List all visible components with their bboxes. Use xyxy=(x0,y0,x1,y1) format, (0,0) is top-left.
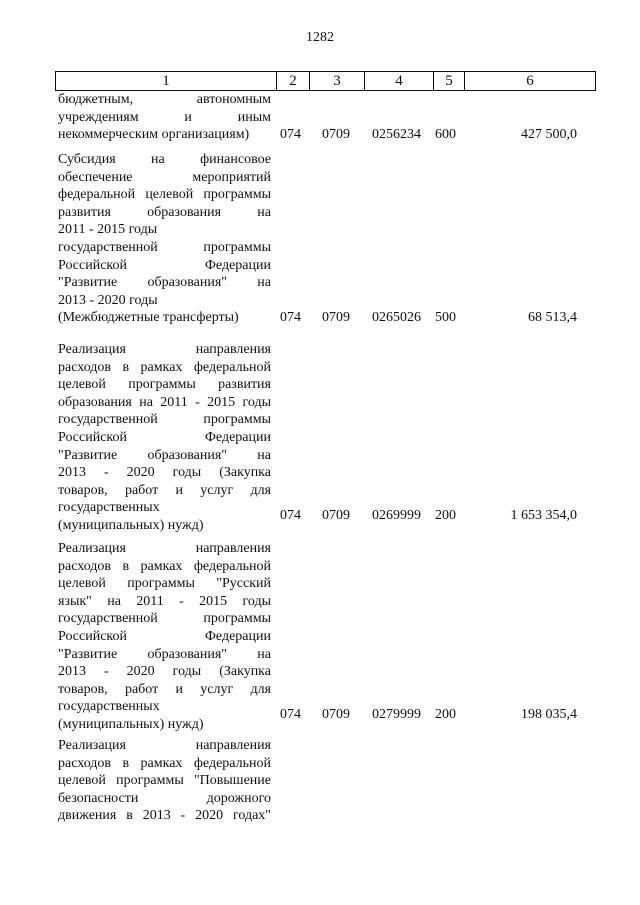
description-line: государственной программы xyxy=(58,412,271,428)
header-col-6: 6 xyxy=(464,72,595,90)
row-description xyxy=(58,737,271,825)
description-line: 2013 - 2020 годы (Закупка xyxy=(58,465,271,481)
description-line: язык" на 2011 - 2015 годы xyxy=(58,593,271,609)
description-line: товаров, работ и услуг для xyxy=(58,482,271,498)
description-line: федеральной целевой программы xyxy=(58,187,271,203)
description-line: "Развитие образования" на xyxy=(58,275,271,291)
row-description xyxy=(58,91,271,144)
expense-type-code: 500 xyxy=(435,310,456,325)
page-number: 1282 xyxy=(306,30,334,45)
description-line: некоммерческим организациям) xyxy=(58,127,250,143)
description-line: Российской Федерации xyxy=(58,429,271,445)
description-line: обеспечение мероприятий xyxy=(58,169,271,185)
description-line: (Межбюджетные трансферты) xyxy=(58,310,239,326)
description-line: 2013 - 2020 годы (Закупка xyxy=(58,664,271,680)
description-line: Реализация направления xyxy=(58,738,271,753)
description-line: государственных xyxy=(58,500,160,516)
header-col-3: 3 xyxy=(309,72,364,90)
article-code: 0256234 xyxy=(372,127,421,142)
description-line: Российской Федерации xyxy=(58,628,271,644)
amount-value: 198 035,4 xyxy=(521,707,577,722)
description-line: бюджетным, автономным xyxy=(58,92,271,107)
article-code: 0265026 xyxy=(372,310,421,325)
description-line: расходов в рамках федеральной xyxy=(58,755,271,771)
description-line: целевой программы развития xyxy=(58,377,271,393)
description-line: 2011 - 2015 годы xyxy=(58,222,158,238)
row-description xyxy=(58,341,271,535)
article-code: 0269999 xyxy=(372,508,421,523)
description-line: целевой программы "Русский xyxy=(58,576,271,592)
description-line: "Развитие образования" на xyxy=(58,646,271,662)
description-line: расходов в рамках федеральной xyxy=(58,558,271,574)
admin-code: 074 xyxy=(280,310,301,325)
section-code: 0709 xyxy=(322,508,350,523)
description-line: Реализация направления xyxy=(58,541,271,556)
admin-code: 074 xyxy=(280,508,301,523)
description-line: расходов в рамках федеральной xyxy=(58,359,271,375)
expense-type-code: 600 xyxy=(435,127,456,142)
description-line: "Развитие образования" на xyxy=(58,447,271,463)
header-col-1: 1 xyxy=(162,73,170,89)
description-line: государственной программы xyxy=(58,239,271,255)
admin-code: 074 xyxy=(280,707,301,722)
table-header xyxy=(55,71,596,91)
description-line: Реализация направления xyxy=(58,342,271,357)
header-col-2: 2 xyxy=(276,72,309,90)
header-col-5: 5 xyxy=(433,72,464,90)
description-line: товаров, работ и услуг для xyxy=(58,681,271,697)
description-line: (муниципальных) нужд) xyxy=(58,716,204,732)
description-line: движения в 2013 - 2020 годах" xyxy=(58,808,271,824)
description-line: государственных xyxy=(58,699,160,715)
description-line: образования на 2011 - 2015 годы xyxy=(58,394,271,410)
description-line: развития образования на xyxy=(58,204,271,220)
article-code: 0279999 xyxy=(372,707,421,722)
amount-value: 68 513,4 xyxy=(528,310,577,325)
admin-code: 074 xyxy=(280,127,301,142)
section-code: 0709 xyxy=(322,310,350,325)
header-col-4: 4 xyxy=(364,72,433,90)
description-line: Российской Федерации xyxy=(58,257,271,273)
expense-type-code: 200 xyxy=(435,508,456,523)
description-line: Субсидия на финансовое xyxy=(58,152,271,167)
expense-type-code: 200 xyxy=(435,707,456,722)
description-line: безопасности дорожного xyxy=(58,790,271,806)
description-line: учреждениям и иным xyxy=(58,109,271,125)
row-description xyxy=(58,540,271,734)
description-line: 2013 - 2020 годы xyxy=(58,292,158,308)
description-line: целевой программы "Повышение xyxy=(58,773,271,789)
section-code: 0709 xyxy=(322,707,350,722)
row-description xyxy=(58,151,271,327)
description-line: государственной программы xyxy=(58,611,271,627)
amount-value: 1 653 354,0 xyxy=(510,508,577,523)
amount-value: 427 500,0 xyxy=(521,127,577,142)
description-line: (муниципальных) нужд) xyxy=(58,517,204,533)
section-code: 0709 xyxy=(322,127,350,142)
